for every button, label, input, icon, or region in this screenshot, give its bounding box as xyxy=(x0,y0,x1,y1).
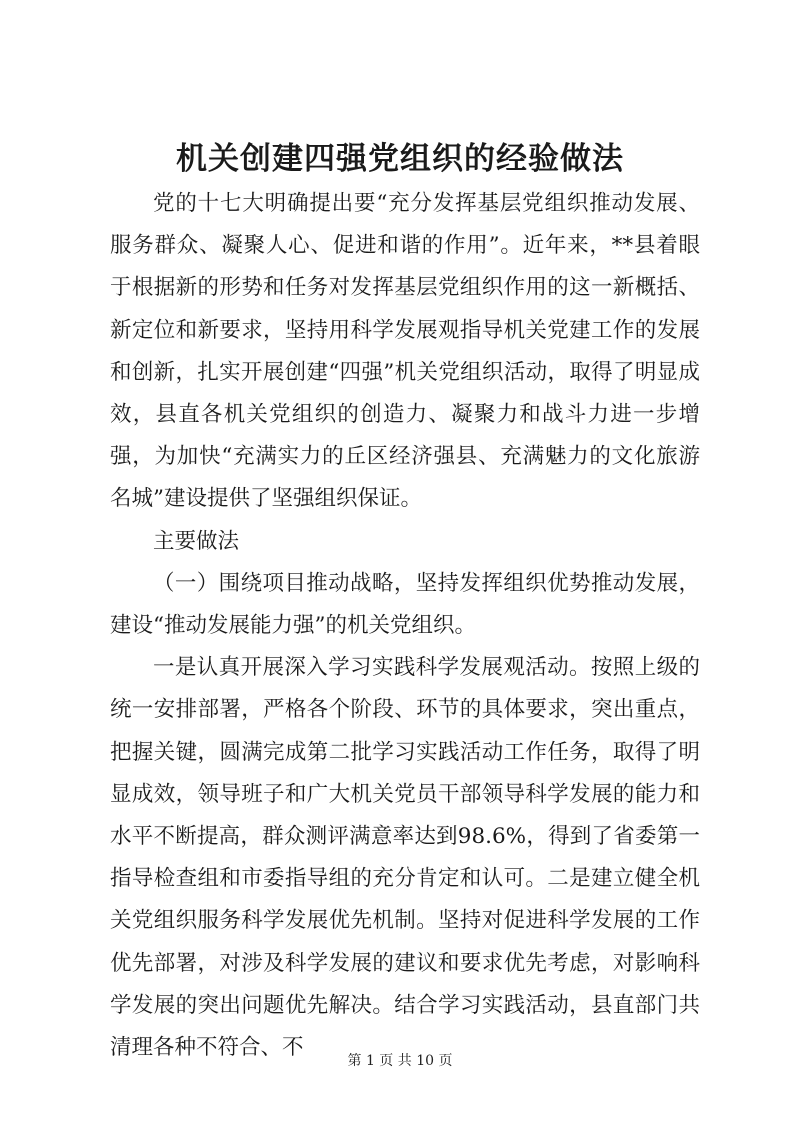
paragraph-intro: 党的十七大明确提出要“充分发挥基层党组织推动发展、服务群众、凝聚人心、促进和谐的作用”。近年来，**县着眼于根据新的形势和任务对发挥基层党组织作用的这一新概括、新定位和新要求，坚持用科学发展观指导机关党建工作的发展和创新，扎实开展创建“四强”机关党组织活动，取得了明显成效，县直各机关党组织的创造力、凝聚力和战斗力进一步增强，为加快“充满实力的丘区经济强县、充满魅力的文化旅游名城”建设提供了坚强组织保证。 xyxy=(110,191,700,512)
paragraph-section-one: （一）围绕项目推动战略，坚持发挥组织优势推动发展，建设“推动发展能力强”的机关党组织。 xyxy=(110,570,700,639)
document-title: 机关创建四强党组织的经验做法 xyxy=(176,141,624,177)
paragraph-detail: 一是认真开展深入学习实践科学发展观活动。按照上级的统一安排部署，严格各个阶段、环节的具体要求，突出重点，把握关键，圆满完成第二批学习实践活动工作任务，取得了明显成效，领导班子和广大机关党员干部领导科学发展的能力和水平不断提高，群众测评满意率达到98.6%，得到了省委第一指导检查组和市委指导组的充分肯定和认可。二是建立健全机关党组织服务科学发展优先机制。坚持对促进科学发展的工作优先部署，对涉及科学发展的建议和要求优先考虑，对影响科学发展的突出问题优先解决。结合学习实践活动，县直部门共清理各种不符合、不 xyxy=(110,655,700,1061)
page-number-footer: 第 1 页 共 10 页 xyxy=(347,1053,453,1069)
document-body xyxy=(110,183,700,1069)
paragraph-heading-main-methods: 主要做法 xyxy=(153,528,240,554)
